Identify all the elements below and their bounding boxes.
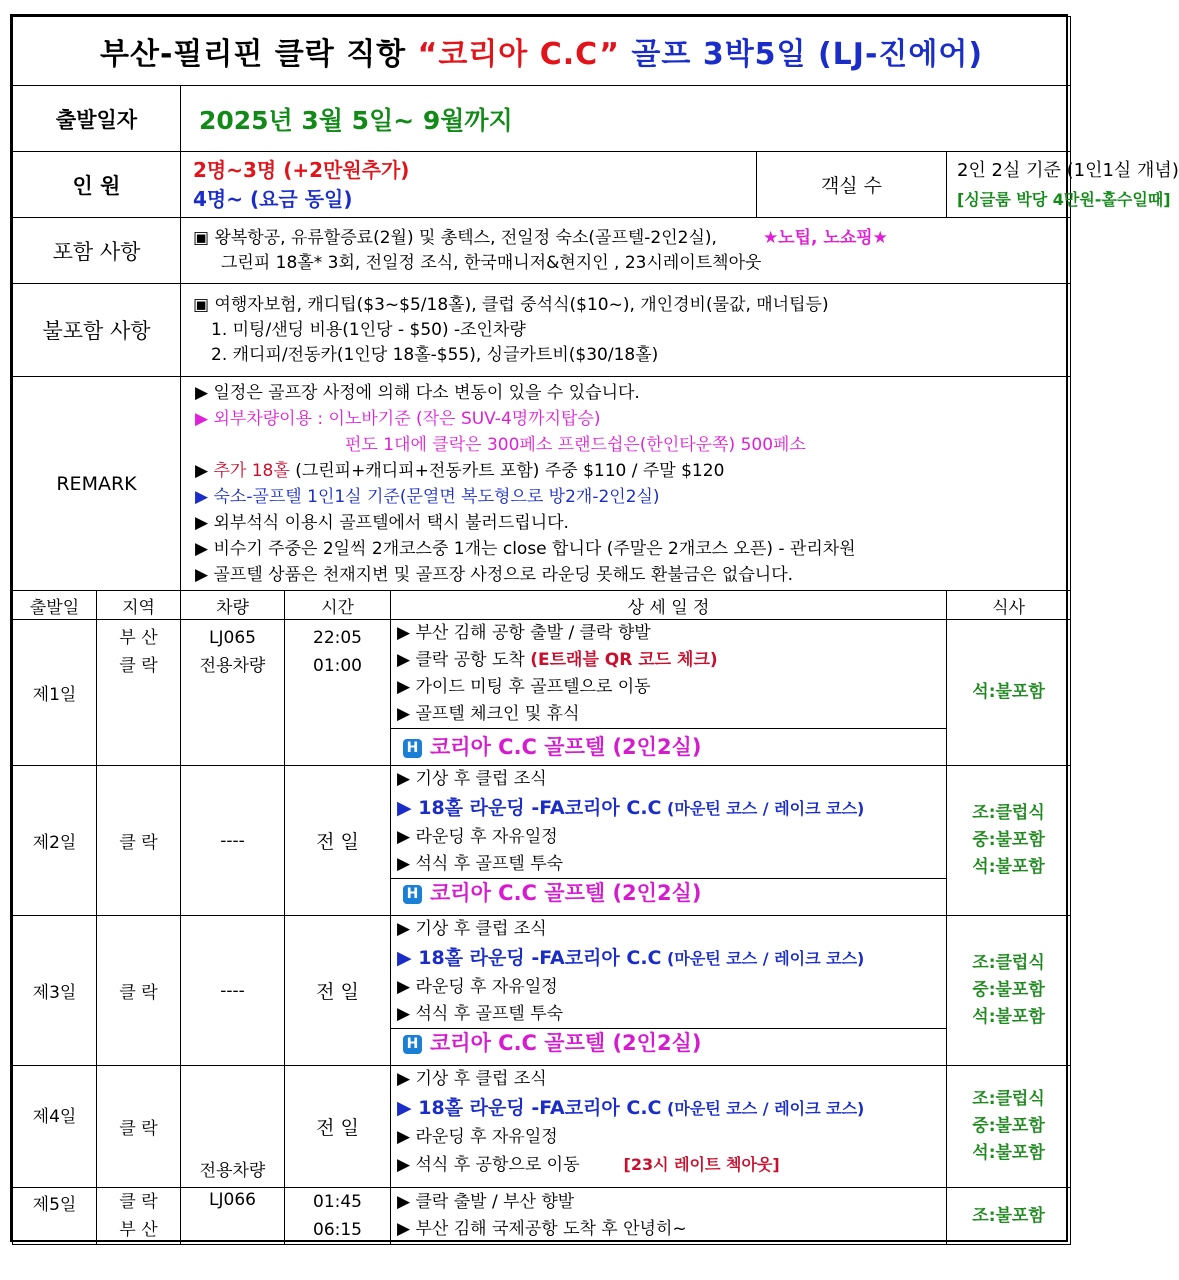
hotel-icon: H [403,1035,422,1054]
hotel-icon: H [403,739,422,758]
included-label: 포함 사항 [13,218,181,284]
rooms-info: 2인 2실 기준 (1인1실 개념) [싱글룸 박당 4만원-홀수일때] [947,152,1071,218]
excluded-info: ▣ 여행자보험, 캐디팁($3~$5/18홀), 클럽 중석식($10~), 개인경비(물값, 매너팁등) 1. 미팅/샌딩 비용(1인당 - $50) -조인차량 2. 캐디피/전동카(1인당 18홀-$55), 싱글카트비($30/18홀) [181,284,1071,377]
itinerary-table [12,16,1179,1245]
hotel-line: H 코리아 C.C 골프텔 (2인2실) [391,1028,946,1057]
day1-schedule: ▶ 부산 김해 공항 출발 / 클락 향발 ▶ 클락 공항 도착 (E트래블 QR 코드 체크) ▶ 가이드 미팅 후 골프텔으로 이동 ▶ 골프텔 체크인 및 휴식 H 코리아 C.C 골프텔 (2인2실) [391,620,947,766]
day-row: 제2일 클 락 ---- 전 일 ▶ 기상 후 클럽 조식 ▶ 18홀 라운딩 -FA코리아 C.C (마운틴 코스 / 레이크 코스) ▶ 라운딩 후 자유일정 ▶ 석식 후 골프텔 투숙 H 코리아 C.C 골프텔 (2인2실) 조:클럽식 중:불포함 석:불포함 [13,766,1071,916]
hotel-line: H 코리아 C.C 골프텔 (2인2실) [391,728,946,765]
hotel-icon: H [403,885,422,904]
rooms-label: 객실 수 [757,152,947,218]
page-title: 부산-필리핀 클락 직항 “코리아 C.C” 골프 3박5일 (LJ-진에어) [13,17,1071,86]
day-row: 제3일 클 락 ---- 전 일 ▶ 기상 후 클럽 조식 ▶ 18홀 라운딩 -FA코리아 C.C (마운틴 코스 / 레이크 코스) ▶ 라운딩 후 자유일정 ▶ 석식 후 골프텔 투숙 H 코리아 C.C 골프텔 (2인2실) 조:클럽식 중:불포함 석:불포함 [13,916,1071,1066]
day3-schedule: ▶ 기상 후 클럽 조식 ▶ 18홀 라운딩 -FA코리아 C.C (마운틴 코스 / 레이크 코스) ▶ 라운딩 후 자유일정 ▶ 석식 후 골프텔 투숙 H 코리아 C.C 골프텔 (2인2실) [391,916,947,1066]
itinerary-sheet [10,14,1179,1242]
day-row: 제1일 부 산 클 락 LJ065 전용차량 22:05 01:00 ▶ 부산 김해 공항 출발 / 클락 향발 ▶ 클락 공항 도착 (E트래블 QR 코드 체크) ▶ 가이드 미팅 후 골프텔으로 이동 ▶ 골프텔 체크인 및 휴식 H 코리아 C.C 골프텔 (2인2실) 석:불포함 [13,620,1071,766]
day2-schedule: ▶ 기상 후 클럽 조식 ▶ 18홀 라운딩 -FA코리아 C.C (마운틴 코스 / 레이크 코스) ▶ 라운딩 후 자유일정 ▶ 석식 후 골프텔 투숙 H 코리아 C.C 골프텔 (2인2실) [391,766,947,916]
remark-info: ▶ 일정은 골프장 사정에 의해 다소 변동이 있을 수 있습니다. ▶ 외부차량이용 : 이노바기준 (작은 SUV-4명까지탑승) 펀도 1대에 클락은 300페소 프랜드쉽은(한인타운쪽) 500페소 ▶ 추가 18홀 (그린피+캐디피+전동카트 포함) 주중 $110 / 주말 $120 ▶ 숙소-골프텔 1인1실 기준(문열면 복도형으로 방2개-2인2실) ▶ 외부석식 이용시 골프텔에서 택시 불러드립니다. ▶ 비수기 주중은 2일씩 2개코스중 1개는 close 합니다 (주말은 2개코스 오픈) - 관리차원 ▶ 골프텔 상품은 천재지변 및 골프장 사정으로 라운딩 못해도 환불금은 없습니다. [181,377,1071,591]
day-row: 제4일 클 락 전용차량 전 일 ▶ 기상 후 클럽 조식 ▶ 18홀 라운딩 -FA코리아 C.C (마운틴 코스 / 레이크 코스) ▶ 라운딩 후 자유일정 ▶ 석식 후 공항으로 이동 [23시 레이트 첵아웃] 조:클럽식 중:불포함 석:불포함 [13,1066,1071,1188]
hotel-line: H 코리아 C.C 골프텔 (2인2실) [391,878,946,907]
people-info: 2명~3명 (+2만원추가) 4명~ (요금 동일) [181,152,757,218]
day-row: 제5일 클 락 부 산 LJ066 01:45 06:15 ▶ 클락 출발 / 부산 향발 ▶ 부산 김해 국제공항 도착 후 안녕히~ 조:불포함 [13,1188,1071,1245]
excluded-label: 불포함 사항 [13,284,181,377]
included-info: ▣ 왕복항공, 유류할증료(2월) 및 총텍스, 전일정 숙소(골프텔-2인2실), ★노팁, 노쇼핑★ 그린피 18홀* 3회, 전일정 조식, 한국매니저&현지인 , 23시레이트첵아웃 [181,218,1071,284]
remark-label: REMARK [13,377,181,591]
departure-value: 2025년 3월 5일~ 9월까지 [181,86,1071,152]
people-label: 인 원 [13,152,181,218]
day4-schedule: ▶ 기상 후 클럽 조식 ▶ 18홀 라운딩 -FA코리아 C.C (마운틴 코스 / 레이크 코스) ▶ 라운딩 후 자유일정 ▶ 석식 후 공항으로 이동 [23시 레이트 첵아웃] [391,1066,947,1188]
schedule-header: 출발일 지역 차량 시간 상 세 일 정 식사 [13,591,1071,620]
departure-label: 출발일자 [13,86,181,152]
day5-schedule: ▶ 클락 출발 / 부산 향발 ▶ 부산 김해 국제공항 도착 후 안녕히~ [391,1188,947,1245]
